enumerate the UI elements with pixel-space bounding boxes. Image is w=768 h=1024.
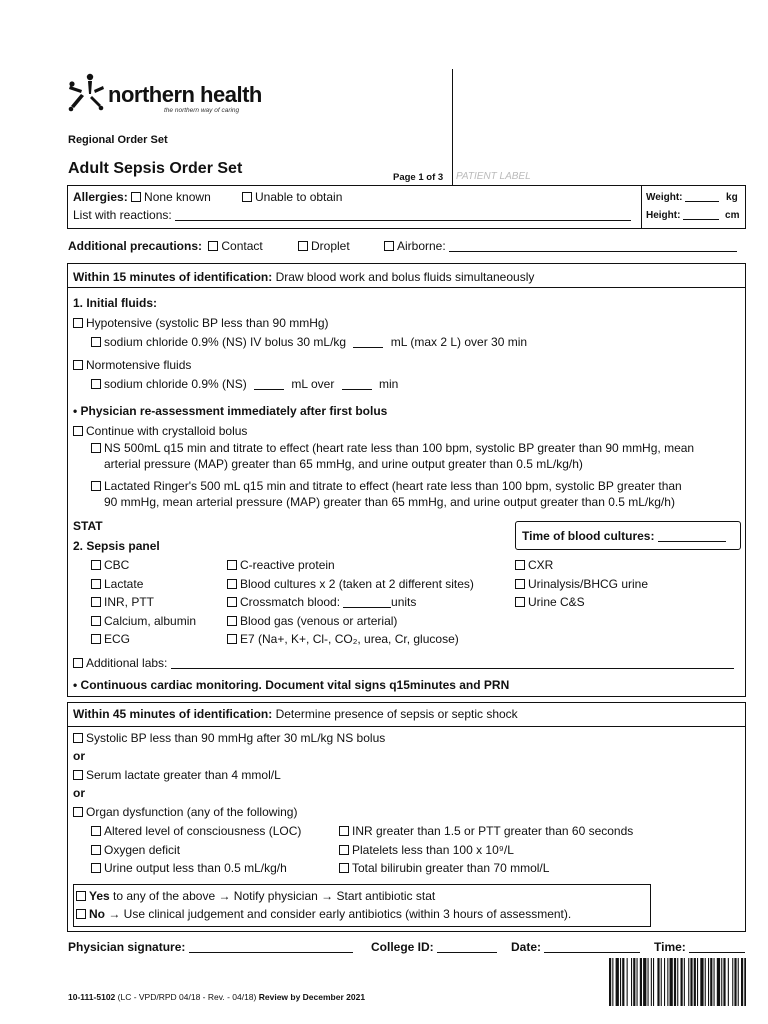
ns500-option	[91, 441, 694, 455]
yes-label: to any of the above → Notify physician → Start antibiotic stat	[109, 889, 436, 903]
signature-row	[68, 940, 353, 954]
barcode-bar	[700, 958, 703, 1006]
panel-col3-label: CXR	[528, 558, 554, 572]
reactions-row	[73, 208, 631, 222]
header-divider	[452, 69, 453, 185]
organ-checkbox[interactable]	[73, 807, 83, 817]
allergies-divider	[641, 185, 642, 229]
panel-col1-checkbox[interactable]	[91, 616, 101, 626]
stat-label: STAT	[73, 519, 103, 533]
unable-option	[242, 190, 342, 204]
barcode-bar	[627, 958, 628, 1006]
no-label: → Use clinical judgement and consider early antibiotics (within 3 hours of assessment).	[105, 907, 572, 921]
panel-col2-item	[227, 577, 474, 591]
panel-col1-label: INR, PTT	[104, 595, 154, 609]
panel-col2-checkbox[interactable]	[227, 634, 237, 644]
panel-col1-item	[91, 632, 130, 646]
panel-col1-item	[91, 614, 196, 628]
barcode-bar	[609, 958, 611, 1006]
ns500-line-1: NS 500mL q15 min and titrate to effect (heart rate less than 100 bpm, systolic BP greater than 90 mmHg, mean	[104, 441, 695, 455]
hypotensive-label: Hypotensive (systolic BP less than 90 mmHg)	[86, 316, 329, 330]
panel-col1-checkbox[interactable]	[91, 597, 101, 607]
ns-bolus-label: sodium chloride 0.9% (NS) IV bolus 30 mL/kg	[104, 335, 347, 349]
date-field[interactable]	[544, 940, 640, 953]
panel-col1-label: Calcium, albumin	[104, 613, 197, 628]
organ-left-item	[91, 824, 301, 838]
panel-col3-checkbox[interactable]	[515, 560, 525, 570]
barcode-bar	[714, 958, 715, 1006]
northern-health-logo-icon	[68, 72, 104, 112]
monitoring-note: • Continuous cardiac monitoring. Document vital signs q15minutes and PRN	[73, 678, 510, 692]
panel-col3-item	[515, 558, 553, 572]
barcode-bar	[622, 958, 624, 1006]
barcode-bar	[637, 958, 638, 1006]
signature-field[interactable]	[189, 940, 353, 953]
allergies-label: Allergies:	[73, 190, 128, 204]
college-field[interactable]	[437, 940, 497, 953]
organ-left-item	[91, 861, 287, 875]
airborne-label: Airborne:	[397, 239, 446, 253]
normotensive-checkbox[interactable]	[73, 360, 83, 370]
ns-checkbox[interactable]	[91, 379, 101, 389]
barcode-bar	[734, 958, 736, 1006]
contact-checkbox[interactable]	[208, 241, 218, 251]
crossmatch-units-label: units	[391, 595, 417, 609]
barcode-bar	[612, 958, 613, 1006]
organ-right-checkbox[interactable]	[339, 863, 349, 873]
ns-label: sodium chloride 0.9% (NS)	[104, 377, 247, 391]
none-known-checkbox[interactable]	[131, 192, 141, 202]
lr-option	[91, 479, 682, 493]
panel-col3-label: Urinalysis/BHCG urine	[528, 576, 649, 591]
organ-right-checkbox[interactable]	[339, 826, 349, 836]
ns500-line-2: arterial pressure (MAP) greater than 65 mmHg, and urine output greater than 0.5 mL/kg/h)	[104, 457, 583, 471]
section-45-heading	[73, 707, 518, 721]
droplet-option	[298, 239, 350, 253]
barcode-bar	[688, 958, 689, 1006]
ns-min-label: min	[379, 377, 399, 391]
time-field[interactable]	[689, 940, 745, 953]
date-label: Date:	[511, 940, 542, 954]
panel-col2-checkbox[interactable]	[227, 616, 237, 626]
logo	[68, 72, 268, 120]
or-label-2: or	[73, 786, 85, 800]
hypotensive-option	[73, 316, 329, 330]
page-number: Page 1 of 3	[393, 172, 444, 183]
organ-label: Organ dysfunction (any of the following)	[86, 805, 298, 819]
panel-col2-checkbox[interactable]	[227, 579, 237, 589]
ns-min-field[interactable]	[342, 377, 372, 390]
yes-option	[76, 889, 435, 903]
panel-col2-label: Blood gas (venous or arterial)	[240, 613, 398, 628]
barcode-bar	[697, 958, 698, 1006]
initial-fluids-title: 1. Initial fluids:	[73, 296, 158, 310]
airborne-option	[384, 239, 737, 253]
barcode-bar	[677, 958, 678, 1006]
panel-col1-checkbox[interactable]	[91, 560, 101, 570]
panel-col3-checkbox[interactable]	[515, 597, 525, 607]
barcode-bar	[674, 958, 676, 1006]
barcode-bar	[643, 958, 646, 1006]
height-field[interactable]	[683, 209, 719, 220]
weight-label: Weight:	[646, 192, 683, 203]
barcode-bar	[717, 958, 720, 1006]
college-row	[371, 940, 497, 954]
barcode-bar	[708, 958, 709, 1006]
lr-checkbox[interactable]	[91, 481, 101, 491]
no-checkbox[interactable]	[76, 909, 86, 919]
organ-right-item	[339, 843, 514, 857]
lactate-option	[73, 768, 281, 782]
panel-col3-item	[515, 595, 585, 609]
organ-right-label: INR greater than 1.5 or PTT greater than 60 seconds	[352, 824, 634, 838]
panel-col3-item	[515, 577, 648, 591]
panel-col3-label: Urine C&S	[528, 595, 585, 609]
additional-labs-option	[73, 656, 734, 670]
barcode-bar	[721, 958, 722, 1006]
organ-left-label: Altered level of consciousness (LOC)	[104, 824, 302, 838]
time-label: Time:	[654, 940, 686, 954]
review-date: Review by December 2021	[258, 992, 366, 1002]
sbp-checkbox[interactable]	[73, 733, 83, 743]
yes-checkbox[interactable]	[76, 891, 86, 901]
panel-col1-label: CBC	[104, 558, 130, 572]
panel-col1-label: Lactate	[104, 576, 144, 591]
barcode-bar	[681, 958, 683, 1006]
barcode-bar	[694, 958, 696, 1006]
barcode-bar	[667, 958, 668, 1006]
barcode-bar	[651, 958, 652, 1006]
allergies-row	[73, 190, 211, 204]
or-label-1: or	[73, 749, 85, 763]
barcode-bar	[741, 958, 743, 1006]
crossmatch-units-field[interactable]	[343, 595, 391, 608]
height-label: Height:	[646, 210, 681, 221]
college-label: College ID:	[371, 940, 434, 954]
barcode-bar	[705, 958, 706, 1006]
panel-col1-item	[91, 595, 154, 609]
ns-bolus-option	[91, 335, 527, 349]
barcode-bar	[728, 958, 729, 1006]
organ-right-item	[339, 824, 633, 838]
droplet-label: Droplet	[311, 239, 350, 253]
panel-col2-label: C-reactive protein	[240, 558, 335, 572]
reactions-field[interactable]	[175, 208, 631, 221]
no-bold: No	[89, 907, 105, 921]
panel-col2-label: E7 (Na+, K+, Cl-, CO₂, urea, Cr, glucose)	[240, 632, 459, 646]
ns-bolus-checkbox[interactable]	[91, 337, 101, 347]
barcode-bar	[640, 958, 642, 1006]
ns-ml-over-label: mL over	[291, 377, 335, 391]
barcode-bar	[664, 958, 665, 1006]
form-number: 10-111-5102	[68, 992, 116, 1002]
barcode-bar	[690, 958, 692, 1006]
barcode-bar	[648, 958, 649, 1006]
panel-col3-checkbox[interactable]	[515, 579, 525, 589]
section-45-heading-bold: Within 45 minutes of identification:	[73, 707, 273, 721]
additional-labs-field[interactable]	[171, 656, 734, 669]
panel-col1-checkbox[interactable]	[91, 579, 101, 589]
sbp-option	[73, 731, 385, 745]
panel-col2-item	[227, 632, 459, 646]
barcode-bar	[723, 958, 725, 1006]
barcode-bar	[744, 958, 746, 1006]
barcode-bar	[670, 958, 673, 1006]
airborne-checkbox[interactable]	[384, 241, 394, 251]
organ-right-label: Total bilirubin greater than 70 mmol/L	[352, 861, 550, 875]
precautions-label: Additional precautions:	[68, 239, 203, 253]
patient-label: PATIENT LABEL	[456, 171, 531, 182]
ns-ml-field[interactable]	[254, 377, 284, 390]
time-row	[654, 940, 745, 954]
barcode-icon	[609, 958, 746, 1006]
unable-checkbox[interactable]	[242, 192, 252, 202]
no-option	[76, 907, 571, 921]
organ-left-label: Urine output less than 0.5 mL/kg/h	[104, 861, 287, 875]
form-number-row	[68, 992, 365, 1002]
additional-labs-checkbox[interactable]	[73, 658, 83, 668]
ns500-checkbox[interactable]	[91, 443, 101, 453]
organ-left-label: Oxygen deficit	[104, 842, 181, 857]
date-row	[511, 940, 640, 954]
panel-col2-label: Crossmatch blood:	[240, 595, 341, 609]
weight-unit: kg	[726, 192, 738, 203]
section-15-heading-rest: Draw blood work and bolus fluids simultaneously	[272, 270, 535, 284]
form-meta: (LC - VPD/RPD 04/18 - Rev. - 04/18)	[115, 992, 259, 1002]
reactions-label: List with reactions:	[73, 208, 172, 222]
barcode-bar	[710, 958, 712, 1006]
sbp-label: Systolic BP less than 90 mmHg after 30 mL/kg NS bolus	[86, 731, 386, 745]
section-15-header-rule	[67, 287, 746, 288]
panel-col2-checkbox[interactable]	[227, 597, 237, 607]
blood-cultures-time-field[interactable]	[658, 529, 726, 542]
organ-left-checkbox[interactable]	[91, 845, 101, 855]
panel-col1-item	[91, 577, 143, 591]
barcode-bar	[732, 958, 733, 1006]
section-15-heading	[73, 270, 534, 284]
weight-field[interactable]	[685, 191, 719, 202]
blood-cultures-time-row	[522, 529, 726, 543]
order-type: Regional Order Set	[68, 134, 168, 146]
additional-labs-label: Additional labs:	[86, 656, 168, 670]
panel-col2-item	[227, 614, 397, 628]
organ-right-label: Platelets less than 100 x 10⁹/L	[352, 842, 514, 857]
none-known-label: None known	[144, 190, 211, 204]
lactate-4-label: Serum lactate greater than 4 mmol/L	[86, 768, 281, 782]
lactate-4-checkbox[interactable]	[73, 770, 83, 780]
panel-col1-item	[91, 558, 129, 572]
organ-right-checkbox[interactable]	[339, 845, 349, 855]
signature-label: Physician signature:	[68, 940, 186, 954]
section-15-heading-bold: Within 15 minutes of identification:	[73, 270, 273, 284]
logo-name: northern health	[108, 82, 262, 107]
barcode-bar	[684, 958, 685, 1006]
lr-line-1: Lactated Ringer's 500 mL q15 min and titrate to effect (heart rate less than 100 bpm, systolic BP greater than	[104, 479, 682, 493]
panel-col2-checkbox[interactable]	[227, 560, 237, 570]
blood-cultures-time-label: Time of blood cultures:	[522, 529, 655, 543]
organ-right-item	[339, 861, 549, 875]
contact-label: Contact	[221, 239, 263, 253]
hypotensive-checkbox[interactable]	[73, 318, 83, 328]
panel-col2-item	[227, 558, 335, 572]
barcode-bar	[631, 958, 632, 1006]
barcode-bar	[620, 958, 621, 1006]
yes-bold: Yes	[89, 889, 110, 903]
organ-left-item	[91, 843, 180, 857]
precautions-row	[68, 239, 263, 253]
barcode-bar	[653, 958, 654, 1006]
continue-label: Continue with crystalloid bolus	[86, 424, 248, 438]
logo-tagline: the northern way of caring	[164, 107, 240, 114]
section-45-heading-rest: Determine presence of sepsis or septic shock	[272, 707, 518, 721]
ns-bolus-label-end: mL (max 2 L) over 30 min	[390, 335, 528, 349]
barcode-bar	[657, 958, 659, 1006]
barcode-bar	[661, 958, 662, 1006]
normotensive-label: Normotensive fluids	[86, 358, 192, 372]
panel-col1-checkbox[interactable]	[91, 634, 101, 644]
panel-col2-item	[227, 595, 416, 609]
normotensive-option	[73, 358, 191, 372]
barcode-bar	[738, 958, 739, 1006]
lr-line-2: 90 mmHg, mean arterial pressure (MAP) greater than 65 mmHg, and urine output greater than 0.5 mL/kg/h)	[104, 495, 675, 509]
height-unit: cm	[725, 210, 740, 221]
weight-row	[646, 191, 738, 203]
reassess-note: • Physician re-assessment immediately after first bolus	[73, 404, 388, 418]
barcode-bar	[616, 958, 619, 1006]
unable-label: Unable to obtain	[255, 190, 343, 204]
barcode-bar	[633, 958, 635, 1006]
ns-option	[91, 377, 398, 391]
droplet-checkbox[interactable]	[298, 241, 308, 251]
ns-bolus-ml-field[interactable]	[353, 335, 383, 348]
sepsis-panel-title: 2. Sepsis panel	[73, 539, 160, 553]
organ-left-checkbox[interactable]	[91, 826, 101, 836]
page-title: Adult Sepsis Order Set	[68, 160, 243, 177]
continue-option	[73, 424, 247, 438]
panel-col2-label: Blood cultures x 2 (taken at 2 different sites)	[240, 576, 474, 591]
organ-option	[73, 805, 297, 819]
airborne-field[interactable]	[449, 239, 737, 252]
continue-checkbox[interactable]	[73, 426, 83, 436]
height-row	[646, 209, 739, 221]
panel-col1-label: ECG	[104, 632, 131, 646]
organ-left-checkbox[interactable]	[91, 863, 101, 873]
